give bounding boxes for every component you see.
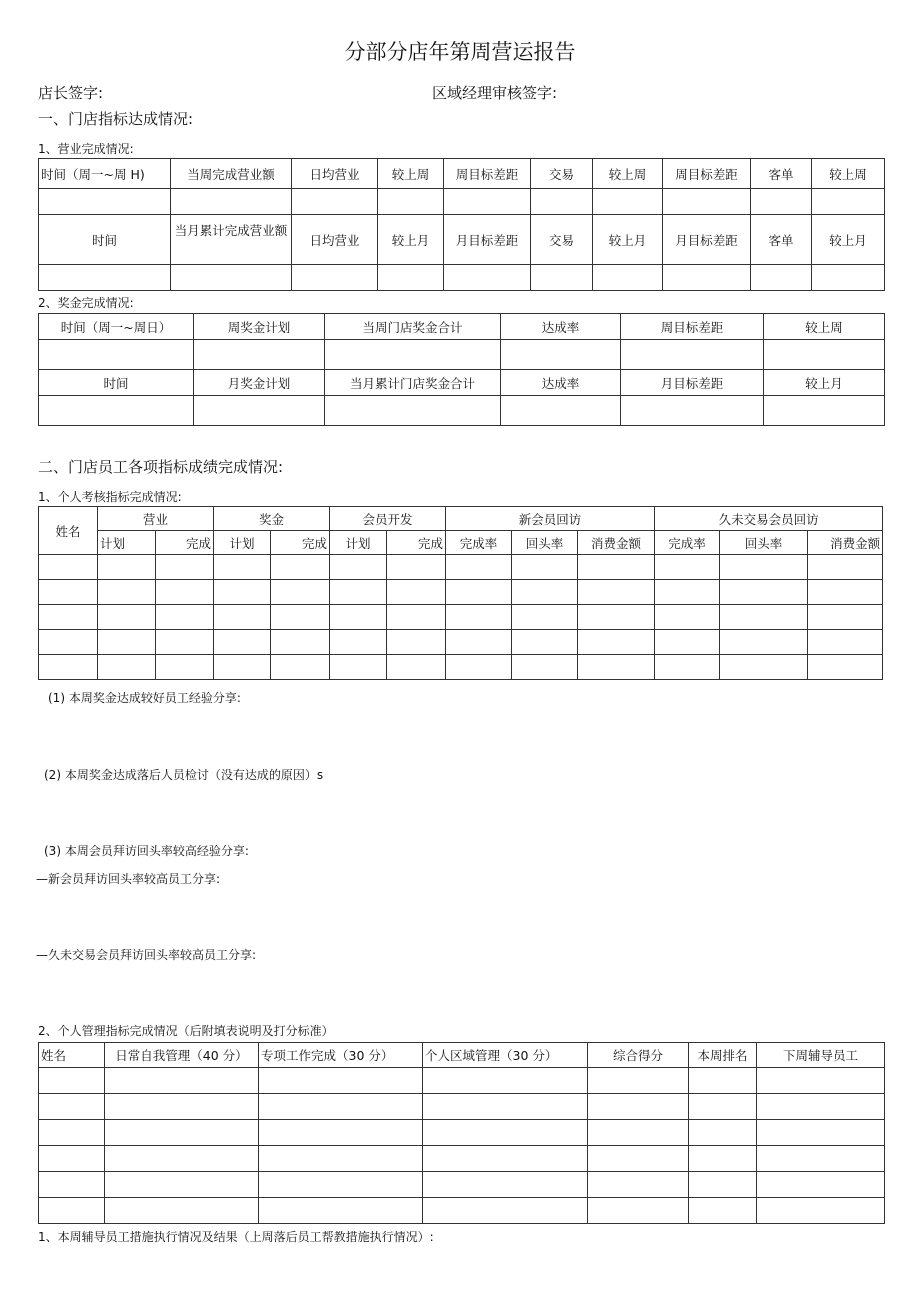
input-cell[interactable] bbox=[588, 1172, 689, 1198]
table-row bbox=[39, 1172, 885, 1198]
input-cell[interactable] bbox=[330, 630, 387, 655]
header-cell: 下周辅导员工 bbox=[757, 1043, 885, 1068]
sub-header: 计划 bbox=[214, 531, 271, 555]
header-cell: 日常自我管理（40 分） bbox=[105, 1043, 259, 1068]
table-row bbox=[39, 605, 883, 630]
input-cell[interactable] bbox=[105, 1146, 259, 1172]
input-cell[interactable] bbox=[378, 189, 444, 215]
input-cell[interactable] bbox=[214, 605, 271, 630]
input-cell[interactable] bbox=[663, 189, 751, 215]
input-cell[interactable] bbox=[444, 265, 531, 291]
input-cell[interactable] bbox=[259, 1068, 423, 1094]
input-cell[interactable] bbox=[588, 1198, 689, 1224]
input-cell[interactable] bbox=[808, 630, 883, 655]
input-cell[interactable] bbox=[387, 580, 446, 605]
input-cell[interactable] bbox=[423, 1094, 588, 1120]
input-cell[interactable] bbox=[39, 1146, 105, 1172]
header-cell: 较上月 bbox=[812, 215, 885, 265]
input-cell[interactable] bbox=[812, 189, 885, 215]
input-cell[interactable] bbox=[446, 555, 512, 580]
store-manager-signature-label: 店长签字: bbox=[38, 84, 104, 102]
section2-heading: 二、门店员工各项指标成绩完成情况: bbox=[38, 458, 284, 476]
input-cell[interactable] bbox=[757, 1146, 885, 1172]
input-cell[interactable] bbox=[105, 1198, 259, 1224]
input-cell[interactable] bbox=[757, 1094, 885, 1120]
input-cell[interactable] bbox=[259, 1120, 423, 1146]
input-cell[interactable] bbox=[98, 580, 156, 605]
revenue-week-header-row bbox=[39, 159, 885, 189]
input-cell[interactable] bbox=[39, 605, 98, 630]
header-cell: 当周完成营业额 bbox=[171, 159, 292, 189]
revenue-week-input-row bbox=[39, 189, 885, 215]
input-cell[interactable] bbox=[446, 605, 512, 630]
input-cell[interactable] bbox=[39, 265, 171, 291]
sub-header: 计划 bbox=[330, 531, 387, 555]
input-cell[interactable] bbox=[105, 1094, 259, 1120]
bonus-month-header-row bbox=[39, 370, 885, 396]
input-cell[interactable] bbox=[578, 655, 655, 680]
header-cell: 当月累计门店奖金合计 bbox=[325, 370, 501, 396]
header-cell: 姓名 bbox=[39, 1043, 105, 1068]
input-cell[interactable] bbox=[330, 655, 387, 680]
header-cell: 交易 bbox=[531, 215, 593, 265]
bonus-week-header-row bbox=[39, 314, 885, 340]
input-cell[interactable] bbox=[689, 1146, 757, 1172]
input-cell[interactable] bbox=[156, 630, 214, 655]
input-cell[interactable] bbox=[105, 1172, 259, 1198]
input-cell[interactable] bbox=[214, 580, 271, 605]
group-header-bonus: 奖金 bbox=[214, 507, 330, 531]
input-cell[interactable] bbox=[689, 1198, 757, 1224]
bonus-month-input-row bbox=[39, 396, 885, 426]
note-member-visit: (3) 本周会员拜访回头率较高经验分享: bbox=[44, 844, 249, 858]
header-cell: 较上周 bbox=[378, 159, 444, 189]
input-cell[interactable] bbox=[39, 1172, 105, 1198]
input-cell[interactable] bbox=[655, 655, 720, 680]
table-row bbox=[39, 1120, 885, 1146]
report-title: 分部分店年第周营运报告 bbox=[344, 40, 576, 64]
personal-sub-header-row bbox=[39, 531, 883, 555]
header-cell: 较上周 bbox=[593, 159, 663, 189]
sub-header: 回头率 bbox=[720, 531, 808, 555]
sub-header: 完成率 bbox=[446, 531, 512, 555]
input-cell[interactable] bbox=[578, 630, 655, 655]
input-cell[interactable] bbox=[444, 189, 531, 215]
header-cell: 周目标差距 bbox=[663, 159, 751, 189]
input-cell[interactable] bbox=[156, 605, 214, 630]
followup-heading: 1、本周辅导员工措施执行情况及结果（上周落后员工帮教措施执行情况）: bbox=[38, 1230, 434, 1244]
sub-header: 计划 bbox=[98, 531, 156, 555]
header-cell: 日均营业 bbox=[292, 159, 378, 189]
input-cell[interactable] bbox=[446, 630, 512, 655]
revenue-month-input-row bbox=[39, 265, 885, 291]
sub-header: 完成 bbox=[271, 531, 330, 555]
header-cell: 较上周 bbox=[764, 314, 885, 340]
header-cell: 时间（周一~周日） bbox=[39, 314, 194, 340]
header-cell: 达成率 bbox=[501, 370, 621, 396]
sub-header: 消费金额 bbox=[808, 531, 883, 555]
note-bonus-good: (1) 本周奖金达成较好员工经验分享: bbox=[48, 691, 241, 705]
input-cell[interactable] bbox=[259, 1094, 423, 1120]
header-cell: 个人区域管理（30 分） bbox=[423, 1043, 588, 1068]
input-cell[interactable] bbox=[259, 1198, 423, 1224]
header-cell: 时间 bbox=[39, 215, 171, 265]
input-cell[interactable] bbox=[105, 1068, 259, 1094]
input-cell[interactable] bbox=[512, 605, 578, 630]
input-cell[interactable] bbox=[98, 605, 156, 630]
input-cell[interactable] bbox=[39, 396, 194, 426]
personal-group-header-row bbox=[39, 507, 883, 531]
input-cell[interactable] bbox=[588, 1068, 689, 1094]
input-cell[interactable] bbox=[501, 340, 621, 370]
input-cell[interactable] bbox=[387, 655, 446, 680]
header-cell: 日均营业 bbox=[292, 215, 378, 265]
header-cell: 周目标差距 bbox=[621, 314, 764, 340]
section1-heading: 一、门店指标达成情况: bbox=[38, 110, 194, 128]
note-bonus-behind: (2) 本周奖金达成落后人员检讨（没有达成的原因）s bbox=[44, 768, 324, 782]
input-cell[interactable] bbox=[423, 1068, 588, 1094]
input-cell[interactable] bbox=[689, 1120, 757, 1146]
input-cell[interactable] bbox=[757, 1172, 885, 1198]
input-cell[interactable] bbox=[39, 655, 98, 680]
name-header: 姓名 bbox=[39, 507, 98, 555]
group-header-revenue: 营业 bbox=[98, 507, 214, 531]
input-cell[interactable] bbox=[655, 580, 720, 605]
input-cell[interactable] bbox=[751, 189, 812, 215]
header-cell: 当周门店奖金合计 bbox=[325, 314, 501, 340]
input-cell[interactable] bbox=[512, 555, 578, 580]
input-cell[interactable] bbox=[578, 580, 655, 605]
input-cell[interactable] bbox=[214, 630, 271, 655]
input-cell[interactable] bbox=[578, 555, 655, 580]
input-cell[interactable] bbox=[655, 630, 720, 655]
input-cell[interactable] bbox=[655, 555, 720, 580]
input-cell[interactable] bbox=[330, 555, 387, 580]
management-heading: 2、个人管理指标完成情况（后附填表说明及打分标准） bbox=[38, 1024, 334, 1038]
table-row bbox=[39, 655, 883, 680]
input-cell[interactable] bbox=[98, 630, 156, 655]
input-cell[interactable] bbox=[764, 340, 885, 370]
input-cell[interactable] bbox=[720, 580, 808, 605]
input-cell[interactable] bbox=[720, 630, 808, 655]
header-cell: 较上周 bbox=[812, 159, 885, 189]
input-cell[interactable] bbox=[156, 555, 214, 580]
input-cell[interactable] bbox=[271, 630, 330, 655]
input-cell[interactable] bbox=[757, 1068, 885, 1094]
header-cell: 时间（周一~周 H) bbox=[39, 159, 171, 189]
input-cell[interactable] bbox=[808, 655, 883, 680]
input-cell[interactable] bbox=[387, 555, 446, 580]
header-cell: 当月累计完成营业额 bbox=[171, 215, 292, 265]
input-cell[interactable] bbox=[808, 605, 883, 630]
input-cell[interactable] bbox=[689, 1094, 757, 1120]
input-cell[interactable] bbox=[271, 555, 330, 580]
input-cell[interactable] bbox=[751, 265, 812, 291]
input-cell[interactable] bbox=[446, 655, 512, 680]
input-cell[interactable] bbox=[593, 189, 663, 215]
header-cell: 周目标差距 bbox=[444, 159, 531, 189]
input-cell[interactable] bbox=[578, 605, 655, 630]
header-cell: 客单 bbox=[751, 159, 812, 189]
header-cell: 客单 bbox=[751, 215, 812, 265]
input-cell[interactable] bbox=[512, 630, 578, 655]
input-cell[interactable] bbox=[512, 580, 578, 605]
input-cell[interactable] bbox=[292, 265, 378, 291]
input-cell[interactable] bbox=[387, 630, 446, 655]
header-cell: 月目标差距 bbox=[663, 215, 751, 265]
table-row bbox=[39, 630, 883, 655]
revenue-table bbox=[38, 158, 885, 291]
revenue-month-header-row bbox=[39, 215, 885, 265]
input-cell[interactable] bbox=[330, 605, 387, 630]
sub-header: 消费金额 bbox=[578, 531, 655, 555]
input-cell[interactable] bbox=[720, 605, 808, 630]
area-manager-signature-label: 区域经理审核签字: bbox=[432, 84, 558, 102]
bonus-table bbox=[38, 313, 885, 426]
header-cell: 综合得分 bbox=[588, 1043, 689, 1068]
table-row bbox=[39, 555, 883, 580]
sub-header: 回头率 bbox=[512, 531, 578, 555]
table-row bbox=[39, 1146, 885, 1172]
input-cell[interactable] bbox=[446, 580, 512, 605]
input-cell[interactable] bbox=[271, 580, 330, 605]
input-cell[interactable] bbox=[156, 655, 214, 680]
input-cell[interactable] bbox=[271, 655, 330, 680]
input-cell[interactable] bbox=[757, 1120, 885, 1146]
table-row bbox=[39, 1094, 885, 1120]
input-cell[interactable] bbox=[655, 605, 720, 630]
input-cell[interactable] bbox=[501, 396, 621, 426]
input-cell[interactable] bbox=[39, 1120, 105, 1146]
header-cell: 时间 bbox=[39, 370, 194, 396]
input-cell[interactable] bbox=[808, 580, 883, 605]
group-header-new-member-visit: 新会员回访 bbox=[446, 507, 655, 531]
header-cell: 本周排名 bbox=[689, 1043, 757, 1068]
input-cell[interactable] bbox=[531, 265, 593, 291]
input-cell[interactable] bbox=[214, 655, 271, 680]
input-cell[interactable] bbox=[325, 340, 501, 370]
table-row bbox=[39, 1198, 885, 1224]
sub-header: 完成率 bbox=[655, 531, 720, 555]
revenue-heading: 1、营业完成情况: bbox=[38, 142, 134, 156]
sub-header: 完成 bbox=[387, 531, 446, 555]
input-cell[interactable] bbox=[720, 655, 808, 680]
header-cell: 较上月 bbox=[378, 215, 444, 265]
table-row bbox=[39, 580, 883, 605]
input-cell[interactable] bbox=[330, 580, 387, 605]
input-cell[interactable] bbox=[39, 555, 98, 580]
input-cell[interactable] bbox=[689, 1172, 757, 1198]
input-cell[interactable] bbox=[156, 580, 214, 605]
input-cell[interactable] bbox=[194, 340, 325, 370]
note-new-member-visit: —新会员拜访回头率较高员工分享: bbox=[36, 872, 221, 886]
header-cell: 达成率 bbox=[501, 314, 621, 340]
input-cell[interactable] bbox=[812, 265, 885, 291]
input-cell[interactable] bbox=[588, 1094, 689, 1120]
input-cell[interactable] bbox=[39, 630, 98, 655]
header-cell: 月目标差距 bbox=[621, 370, 764, 396]
input-cell[interactable] bbox=[689, 1068, 757, 1094]
header-cell: 较上月 bbox=[593, 215, 663, 265]
header-cell: 专项工作完成（30 分） bbox=[259, 1043, 423, 1068]
input-cell[interactable] bbox=[98, 555, 156, 580]
management-header-row bbox=[39, 1043, 885, 1068]
input-cell[interactable] bbox=[325, 396, 501, 426]
input-cell[interactable] bbox=[423, 1120, 588, 1146]
input-cell[interactable] bbox=[214, 555, 271, 580]
input-cell[interactable] bbox=[378, 265, 444, 291]
input-cell[interactable] bbox=[423, 1146, 588, 1172]
input-cell[interactable] bbox=[588, 1146, 689, 1172]
input-cell[interactable] bbox=[292, 189, 378, 215]
personal-heading: 1、个人考核指标完成情况: bbox=[38, 490, 182, 504]
input-cell[interactable] bbox=[39, 1198, 105, 1224]
input-cell[interactable] bbox=[39, 189, 171, 215]
input-cell[interactable] bbox=[593, 265, 663, 291]
input-cell[interactable] bbox=[764, 396, 885, 426]
input-cell[interactable] bbox=[512, 655, 578, 680]
input-cell[interactable] bbox=[531, 189, 593, 215]
input-cell[interactable] bbox=[423, 1172, 588, 1198]
input-cell[interactable] bbox=[39, 340, 194, 370]
input-cell[interactable] bbox=[39, 580, 98, 605]
header-cell: 交易 bbox=[531, 159, 593, 189]
group-header-dormant-member-visit: 久未交易会员回访 bbox=[655, 507, 883, 531]
header-cell: 周奖金计划 bbox=[194, 314, 325, 340]
note-dormant-member-visit: —久未交易会员拜访回头率较高员工分享: bbox=[36, 948, 257, 962]
bonus-heading: 2、奖金完成情况: bbox=[38, 296, 134, 310]
input-cell[interactable] bbox=[271, 605, 330, 630]
input-cell[interactable] bbox=[194, 396, 325, 426]
input-cell[interactable] bbox=[423, 1198, 588, 1224]
header-cell: 月目标差距 bbox=[444, 215, 531, 265]
input-cell[interactable] bbox=[171, 189, 292, 215]
table-row bbox=[39, 1068, 885, 1094]
input-cell[interactable] bbox=[105, 1120, 259, 1146]
input-cell[interactable] bbox=[720, 555, 808, 580]
input-cell[interactable] bbox=[39, 1068, 105, 1094]
input-cell[interactable] bbox=[621, 340, 764, 370]
input-cell[interactable] bbox=[171, 265, 292, 291]
input-cell[interactable] bbox=[259, 1172, 423, 1198]
input-cell[interactable] bbox=[663, 265, 751, 291]
input-cell[interactable] bbox=[259, 1146, 423, 1172]
input-cell[interactable] bbox=[621, 396, 764, 426]
header-cell: 月奖金计划 bbox=[194, 370, 325, 396]
input-cell[interactable] bbox=[588, 1120, 689, 1146]
personal-kpi-table bbox=[38, 506, 883, 680]
management-kpi-table bbox=[38, 1042, 885, 1224]
input-cell[interactable] bbox=[98, 655, 156, 680]
input-cell[interactable] bbox=[39, 1094, 105, 1120]
header-cell: 较上月 bbox=[764, 370, 885, 396]
input-cell[interactable] bbox=[757, 1198, 885, 1224]
input-cell[interactable] bbox=[808, 555, 883, 580]
input-cell[interactable] bbox=[387, 605, 446, 630]
sub-header: 完成 bbox=[156, 531, 214, 555]
bonus-week-input-row bbox=[39, 340, 885, 370]
group-header-member-dev: 会员开发 bbox=[330, 507, 446, 531]
